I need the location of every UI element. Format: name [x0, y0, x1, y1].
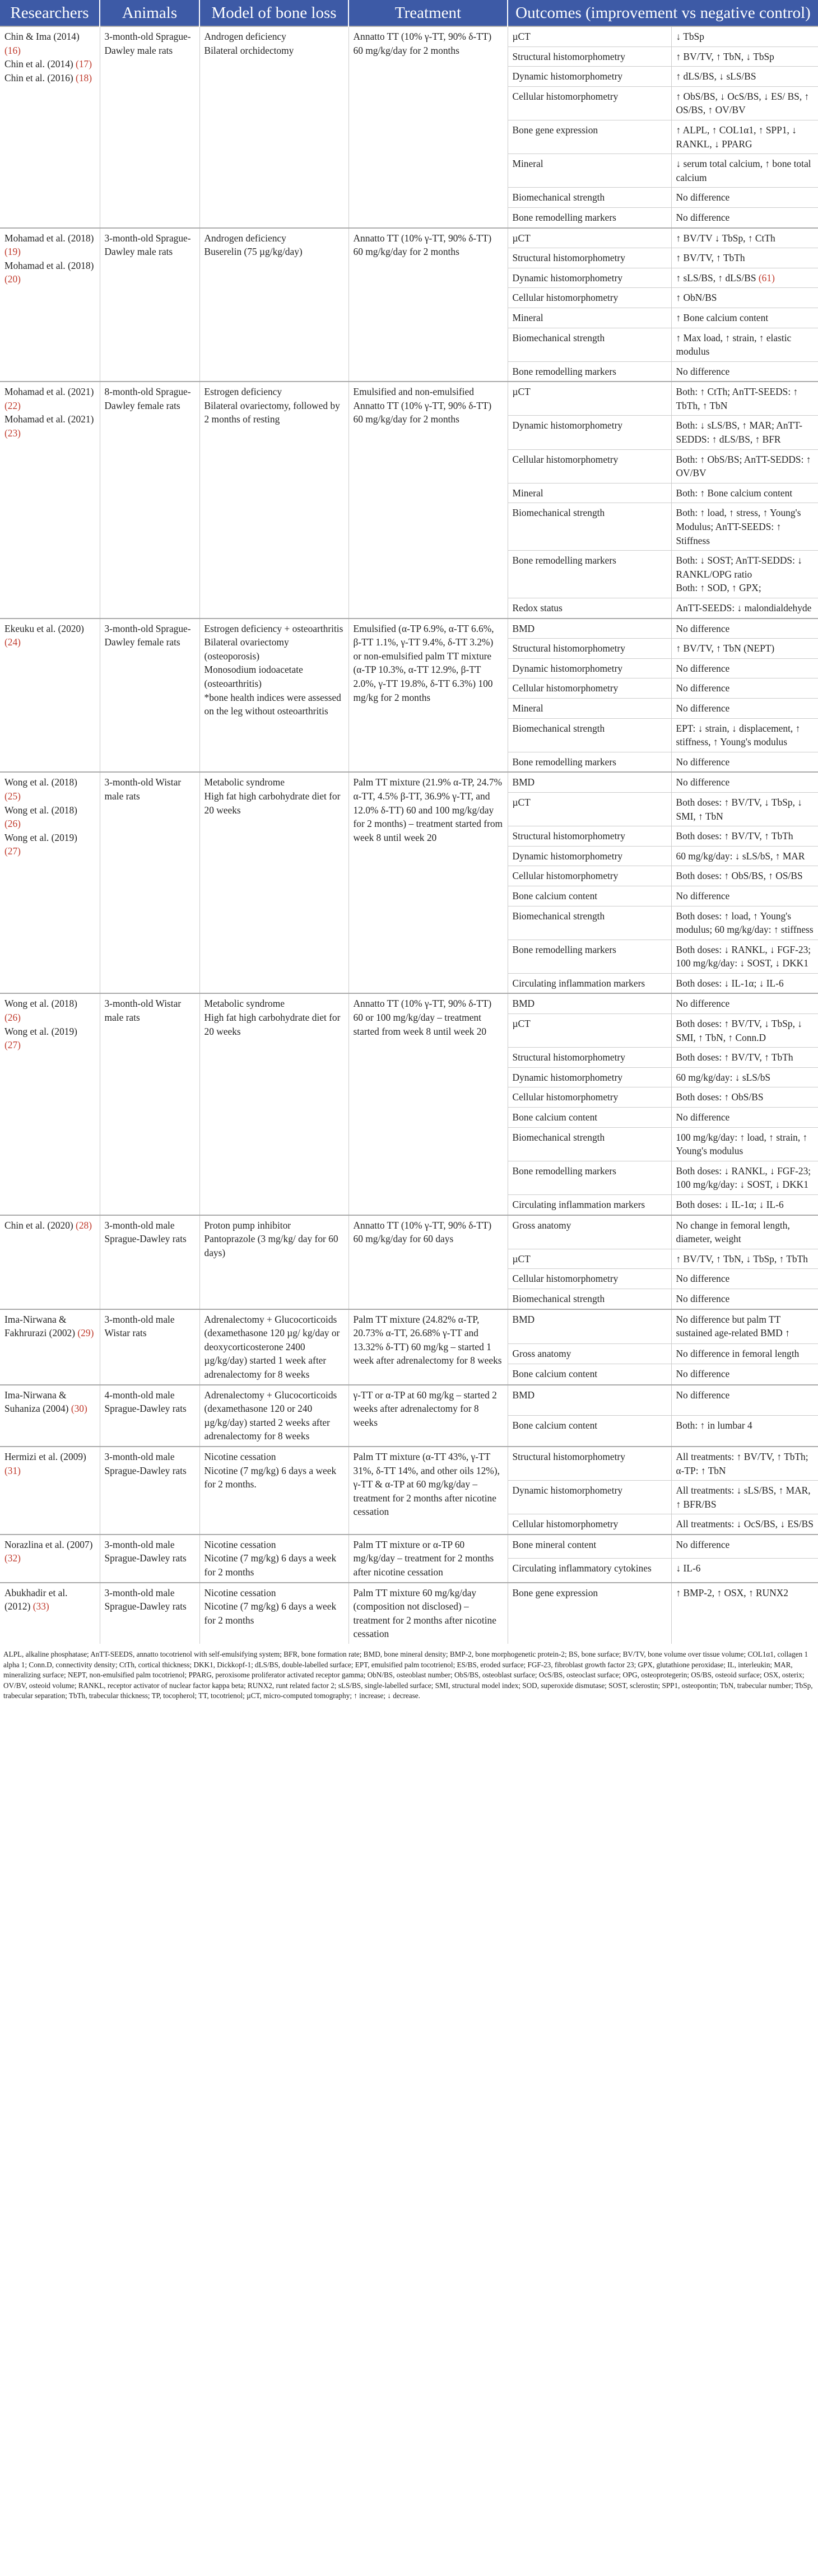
researcher-citation [4, 412, 95, 440]
model-cell: Adrenalectomy + Glucocorticoids (dexamethasone 120 µg/ kg/day or deoxycorticosterone 2400 µg/kg/day) started 1 week after adrenalectomy for 8 weeks [199, 1309, 348, 1385]
outcome-measure: Cellular histomorphometry [508, 1269, 671, 1289]
outcome-result: ↓ serum total calcium, ↑ bone total calcium [671, 154, 818, 188]
outcome-measure: Bone remodelling markers [508, 551, 671, 598]
outcome-result: ↑ ObN/BS [671, 288, 818, 308]
table-row [0, 1309, 818, 1344]
outcome-measure: Bone calcium content [508, 1108, 671, 1128]
animals-cell: 4-month-old male Sprague-Dawley rats [100, 1385, 199, 1447]
table-row [0, 1215, 818, 1249]
outcome-result: 100 mg/kg/day: ↑ load, ↑ strain, ↑ Young's modulus [671, 1127, 818, 1161]
reference-link[interactable]: (31) [4, 1464, 21, 1476]
reference-link[interactable]: (25) [4, 790, 21, 802]
researcher-citation [4, 30, 95, 57]
table-row [0, 1385, 818, 1416]
treatment-cell: Annatto TT (10% γ-TT, 90% δ-TT) 60 mg/kg/day for 2 months [348, 228, 508, 382]
outcome-result: No difference [671, 772, 818, 792]
researcher-citation [4, 775, 95, 803]
table-row [0, 1535, 818, 1559]
table-row [0, 772, 818, 792]
model-cell: Nicotine cessation Nicotine (7 mg/kg) 6 days a week for 2 months. [199, 1447, 348, 1535]
outcome-measure: BMD [508, 619, 671, 639]
table-footnote: ALPL, alkaline phosphatase; AnTT-SEEDS, annatto tocotrienol with self-emulsifying system; BFR, bone formation rate; BMD, bone mineral density; BMP-2, bone morphogenetic protein-2; BS, bone surface; BV/TV, bone volume over tissue volume; COL1α1, collagen 1 alpha 1; Conn.D, connectivity density; CtTh, cortical thickness; DKK1, Dickkopf-1; dLS/BS, double-labelled surface; EPT, emulsified palm tocotrienol; ES/BS, eroded surface; FGF-23, fibroblast growth factor 23; GPX, glutathione peroxidase; IL, interleukin; MAR, mineralizing surface; NEPT, non-emulsified palm tocotrienol; PPARG, peroxisome proliferator activated receptor gamma; ObN/BS, osteoblast number; ObS/BS, osteoblast surface; OcS/BS, osteoclast surface; OPG, osteoprotegerin; OS/BS, osteoid surface; OSX, osterix; OV/BV, osteoid volume; RANKL, receptor activator of nuclear factor kappa beta; RUNX2, runt related factor 2; sLS/BS, single-labelled surface; SMI, structural model index; SOD, superoxide dismutase; SOST, sclerostin; SPP1, osteopontin; TbN, trabecular number; TbSp, trabecular separation; TbTh, trabecular thickness; TP, tocopherol; TT, tocotrienol; µCT, micro-computed tomography; ↑ increase; ↓ decrease. [3, 1650, 813, 1700]
outcome-result: 60 mg/kg/day: ↓ sLS/bS, ↑ MAR [671, 846, 818, 866]
outcome-measure: µCT [508, 1249, 671, 1269]
reference-link[interactable]: (29) [77, 1327, 94, 1339]
outcome-result: Both doses: ↑ BV/TV, ↓ TbSp, ↓ SMI, ↑ TbN [671, 792, 818, 826]
outcome-result: ↑ BMP-2, ↑ OSX, ↑ RUNX2 [671, 1583, 818, 1644]
reference-link[interactable]: (22) [4, 399, 21, 411]
table-row [0, 619, 818, 639]
outcome-measure: Dynamic histomorphometry [508, 1067, 671, 1087]
outcome-result: Both doses: ↓ IL-1α; ↓ IL-6 [671, 1195, 818, 1215]
researcher-name: Wong et al. (2019) [4, 831, 77, 843]
outcome-measure: Bone calcium content [508, 1364, 671, 1385]
outcome-result: Both doses: ↑ ObS/BS, ↑ OS/BS [671, 866, 818, 886]
animals-cell: 3-month-old male Wistar rats [100, 1309, 199, 1385]
outcome-measure: Structural histomorphometry [508, 1447, 671, 1481]
treatment-cell: Annatto TT (10% γ-TT, 90% δ-TT) 60 mg/kg/day for 60 days [348, 1215, 508, 1309]
outcome-measure: Cellular histomorphometry [508, 288, 671, 308]
reference-link[interactable]: (32) [4, 1552, 21, 1564]
outcome-measure: Biomechanical strength [508, 328, 671, 361]
researcher-name: Mohamad et al. (2018) [4, 259, 94, 271]
outcome-result: Both: ↑ ObS/BS; AnTT-SEDDS: ↑ OV/BV [671, 449, 818, 483]
outcome-measure: Biomechanical strength [508, 718, 671, 752]
outcome-measure: Bone remodelling markers [508, 940, 671, 973]
table-row [0, 382, 818, 416]
outcome-measure: Circulating inflammatory cytokines [508, 1559, 671, 1583]
outcome-measure: Dynamic histomorphometry [508, 658, 671, 678]
header-row [0, 0, 818, 26]
reference-link[interactable]: (30) [71, 1403, 87, 1415]
treatment-cell: Emulsified (α-TP 6.9%, α-TT 6.6%, β-TT 1.1%, γ-TT 9.4%, δ-TT 3.2%) or non-emulsified palm TT mixture (α-TP 10.3%, α-TT 12.9%, β-TT 2.0%, γ-TT 19.8%, δ-TT 6.3%) 100 mg/kg for 2 months [348, 619, 508, 773]
outcome-measure: Bone calcium content [508, 1416, 671, 1447]
researchers-cell [0, 1309, 100, 1385]
outcome-result: Both doses: ↑ BV/TV, ↓ TbSp, ↓ SMI, ↑ TbN, ↑ Conn.D [671, 1014, 818, 1048]
outcome-measure: Dynamic histomorphometry [508, 1481, 671, 1514]
researcher-citation [4, 1450, 95, 1477]
outcome-result: ↑ dLS/BS, ↓ sLS/BS [671, 67, 818, 87]
outcome-result: ↑ BV/TV, ↑ TbN, ↓ TbSp [671, 47, 818, 67]
header-animals: Animals [100, 0, 199, 26]
outcome-measure: Bone remodelling markers [508, 361, 671, 382]
outcome-measure: Dynamic histomorphometry [508, 268, 671, 288]
model-cell: Estrogen deficiency + osteoarthritis Bilateral ovariectomy (osteoporosis) Monosodium iodoacetate (osteoarthritis) *bone health indices were assessed on the leg without osteoarthritis [199, 619, 348, 773]
outcome-result: Both: ↑ CtTh; AnTT-SEEDS: ↑ TbTh, ↑ TbN [671, 382, 818, 416]
researchers-cell [0, 1535, 100, 1583]
treatment-cell: Palm TT mixture (24.82% α-TP, 20.73% α-TT, 26.68% γ-TT and 13.32% δ-TT) 60 mg/kg – started 1 week after adrenalectomy for 8 weeks [348, 1309, 508, 1385]
outcome-result: ↓ IL-6 [671, 1559, 818, 1583]
outcome-measure: Redox status [508, 598, 671, 619]
header-outcomes: Outcomes (improvement vs negative control) [508, 0, 818, 26]
researcher-citation [4, 57, 95, 71]
reference-link[interactable]: (26) [4, 1012, 21, 1024]
researcher-name: Abukhadir et al. (2012) [4, 1587, 68, 1612]
outcome-measure: Cellular histomorphometry [508, 1087, 671, 1108]
outcome-result: No difference [671, 188, 818, 208]
header-model: Model of bone loss [199, 0, 348, 26]
reference-link[interactable]: (24) [4, 636, 21, 648]
outcome-measure: µCT [508, 792, 671, 826]
researchers-cell [0, 619, 100, 773]
researcher-citation [4, 803, 95, 831]
outcome-measure: Bone remodelling markers [508, 1161, 671, 1194]
outcome-result: ↑ Max load, ↑ strain, ↑ elastic modulus [671, 328, 818, 361]
researchers-cell [0, 228, 100, 382]
table-row [0, 1447, 818, 1481]
researcher-citation [4, 1219, 95, 1233]
outcome-result: ↑ sLS/BS, ↑ dLS/BS (61) [671, 268, 818, 288]
model-cell: Proton pump inhibitor Pantoprazole (3 mg/kg/ day for 60 days) [199, 1215, 348, 1309]
researcher-name: Mohamad et al. (2021) [4, 413, 94, 425]
model-cell: Androgen deficiency Buserelin (75 µg/kg/day) [199, 228, 348, 382]
animals-cell: 3-month-old Sprague- Dawley male rats [100, 26, 199, 228]
reference-link[interactable]: (23) [4, 427, 21, 439]
table-row [0, 26, 818, 47]
outcome-measure: Cellular histomorphometry [508, 866, 671, 886]
researcher-name: Wong et al. (2019) [4, 1025, 77, 1037]
researchers-cell [0, 993, 100, 1215]
outcome-measure: Bone remodelling markers [508, 752, 671, 772]
treatment-cell: γ-TT or α-TP at 60 mg/kg – started 2 weeks after adrenalectomy for 8 weeks [348, 1385, 508, 1447]
outcome-measure: µCT [508, 1014, 671, 1048]
animals-cell: 3-month-old male Sprague-Dawley rats [100, 1215, 199, 1309]
model-cell: Adrenalectomy + Glucocorticoids (dexamethasone 120 or 240 µg/kg/day) started 2 weeks after adrenalectomy for 8 weeks [199, 1385, 348, 1447]
outcome-measure: Structural histomorphometry [508, 639, 671, 659]
researchers-cell [0, 26, 100, 228]
researcher-name: Norazlina et al. (2007) [4, 1538, 93, 1550]
outcome-result: No difference [671, 619, 818, 639]
researcher-citation [4, 71, 95, 85]
outcome-result: No difference [671, 678, 818, 699]
researcher-name: Wong et al. (2018) [4, 998, 77, 1010]
outcome-measure: Dynamic histomorphometry [508, 416, 671, 449]
researcher-name: Wong et al. (2018) [4, 776, 77, 788]
treatment-cell: Annatto TT (10% γ-TT, 90% δ-TT) 60 or 100 mg/kg/day – treatment started from week 8 until week 20 [348, 993, 508, 1215]
outcome-result: ↑ ALPL, ↑ COL1α1, ↑ SPP1, ↓ RANKL, ↓ PPARG [671, 120, 818, 154]
outcome-result: No difference but palm TT sustained age-related BMD ↑ [671, 1309, 818, 1344]
researcher-citation [4, 231, 95, 259]
outcome-result: Both: ↑ in lumbar 4 [671, 1416, 818, 1447]
researcher-name: Chin & Ima (2014) [4, 31, 80, 42]
researcher-name: Ima-Nirwana & Fakhrurazi (2002) [4, 1313, 78, 1339]
researchers-cell [0, 382, 100, 618]
outcome-result: No difference [671, 698, 818, 718]
outcome-measure: Cellular histomorphometry [508, 449, 671, 483]
outcome-measure: Structural histomorphometry [508, 248, 671, 268]
researcher-citation [4, 997, 95, 1024]
treatment-cell: Annatto TT (10% γ-TT, 90% δ-TT) 60 mg/kg/day for 2 months [348, 26, 508, 228]
outcome-result: No difference [671, 207, 818, 227]
outcome-measure: Bone gene expression [508, 1583, 671, 1644]
model-cell: Estrogen deficiency Bilateral ovariectomy, followed by 2 months of resting [199, 382, 348, 618]
outcome-measure: Mineral [508, 154, 671, 188]
researcher-citation [4, 831, 95, 858]
outcome-measure: BMD [508, 1385, 671, 1416]
outcome-result: Both: ↑ Bone calcium content [671, 483, 818, 503]
reference-link[interactable]: (33) [32, 1601, 49, 1612]
researcher-citation [4, 622, 95, 649]
reference-link[interactable]: (61) [758, 272, 775, 283]
outcome-result: Both doses: ↑ load, ↑ Young's modulus; 60 mg/kg/day: ↑ stiffness [671, 906, 818, 940]
outcome-measure: Circulating inflammation markers [508, 973, 671, 993]
header-treatment: Treatment [348, 0, 508, 26]
outcome-measure: Bone remodelling markers [508, 207, 671, 227]
table-row [0, 1583, 818, 1644]
outcome-result: ↑ BV/TV, ↑ TbTh [671, 248, 818, 268]
outcome-result: All treatments: ↓ sLS/BS, ↑ MAR, ↑ BFR/BS [671, 1481, 818, 1514]
outcome-result: No difference [671, 1289, 818, 1309]
researchers-cell [0, 1385, 100, 1447]
outcome-measure: Mineral [508, 308, 671, 328]
outcome-result: No difference [671, 1385, 818, 1416]
outcome-result: All treatments: ↓ OcS/BS, ↓ ES/BS [671, 1514, 818, 1535]
model-cell: Metabolic syndrome High fat high carbohydrate diet for 20 weeks [199, 993, 348, 1215]
researcher-name: Ima-Nirwana & Suhaniza (2004) [4, 1389, 71, 1415]
outcome-measure: µCT [508, 382, 671, 416]
outcome-result: Both doses: ↑ ObS/BS [671, 1087, 818, 1108]
outcome-measure: Cellular histomorphometry [508, 86, 671, 120]
reference-link[interactable]: (18) [76, 72, 92, 83]
treatment-cell: Palm TT mixture (α-TT 43%, γ-TT 31%, δ-TT 14%, and other oils 12%), γ-TT & α-TP at 60 mg/kg/day – treatment for 2 months after nicotine cessation [348, 1447, 508, 1535]
animals-cell: 3-month-old male Sprague-Dawley rats [100, 1447, 199, 1535]
animals-cell: 3-month-old Wistar male rats [100, 993, 199, 1215]
table-row [0, 228, 818, 248]
outcome-result: 60 mg/kg/day: ↓ sLS/bS [671, 1067, 818, 1087]
outcome-measure: BMD [508, 993, 671, 1013]
researchers-cell [0, 1583, 100, 1644]
outcome-result: ↓ TbSp [671, 26, 818, 47]
outcome-measure: Gross anatomy [508, 1215, 671, 1249]
outcome-measure: Dynamic histomorphometry [508, 846, 671, 866]
outcome-measure: Cellular histomorphometry [508, 678, 671, 699]
researcher-citation [4, 1025, 95, 1052]
outcome-result: Both: ↑ load, ↑ stress, ↑ Young's Modulus; AnTT-SEEDS: ↑ Stiffness [671, 503, 818, 551]
outcome-measure: Biomechanical strength [508, 503, 671, 551]
outcome-measure: Structural histomorphometry [508, 47, 671, 67]
model-cell: Nicotine cessation Nicotine (7 mg/kg) 6 days a week for 2 months [199, 1583, 348, 1644]
outcome-result: No change in femoral length, diameter, weight [671, 1215, 818, 1249]
animals-cell: 3-month-old male Sprague-Dawley rats [100, 1583, 199, 1644]
outcome-measure: Bone calcium content [508, 886, 671, 906]
outcome-measure: Cellular histomorphometry [508, 1514, 671, 1535]
reference-link[interactable]: (26) [4, 818, 21, 830]
outcome-result: EPT: ↓ strain, ↓ displacement, ↑ stiffness, ↑ Young's modulus [671, 718, 818, 752]
outcome-result: Both doses: ↑ BV/TV, ↑ TbTh [671, 826, 818, 847]
researcher-citation [4, 1388, 95, 1416]
model-cell: Metabolic syndrome High fat high carbohydrate diet for 20 weeks [199, 772, 348, 993]
reference-link[interactable]: (17) [76, 58, 92, 70]
researcher-name: Mohamad et al. (2018) [4, 232, 94, 244]
treatment-cell: Emulsified and non-emulsified Annatto TT (10% γ-TT, 90% δ-TT) 60 mg/kg/day for 2 months [348, 382, 508, 618]
treatment-cell: Palm TT mixture or α-TP 60 mg/kg/day – treatment for 2 months after nicotine cessation [348, 1535, 508, 1583]
outcome-measure: Circulating inflammation markers [508, 1195, 671, 1215]
outcome-result: No difference [671, 993, 818, 1013]
outcome-result: AnTT-SEEDS: ↓ malondialdehyde [671, 598, 818, 619]
researcher-name: Wong et al. (2018) [4, 804, 77, 816]
treatment-cell: Palm TT mixture (21.9% α-TP, 24.7% α-TT, 4.5% β-TT, 36.9% γ-TT, and 12.0% δ-TT) 60 and 100 mg/kg/day for 2 months) – treatment started from week 8 until week 20 [348, 772, 508, 993]
researcher-name: Ekeuku et al. (2020) [4, 622, 84, 634]
outcome-measure: Dynamic histomorphometry [508, 67, 671, 87]
outcome-measure: Biomechanical strength [508, 906, 671, 940]
researcher-citation [4, 1538, 95, 1565]
outcome-measure: Structural histomorphometry [508, 826, 671, 847]
researcher-name: Chin et al. (2014) [4, 58, 76, 70]
model-cell: Androgen deficiency Bilateral orchidectomy [199, 26, 348, 228]
researcher-name: Mohamad et al. (2021) [4, 386, 94, 398]
outcome-measure: µCT [508, 26, 671, 47]
outcome-measure: Structural histomorphometry [508, 1048, 671, 1068]
researcher-name: Chin et al. (2016) [4, 72, 76, 83]
outcome-result: ↑ Bone calcium content [671, 308, 818, 328]
outcome-result: Both: ↓ sLS/BS, ↑ MAR; AnTT-SEDDS: ↑ dLS/BS, ↑ BFR [671, 416, 818, 449]
reference-link[interactable]: (28) [76, 1219, 92, 1231]
outcome-result: No difference [671, 752, 818, 772]
researcher-citation [4, 1586, 95, 1614]
outcome-result: Both doses: ↓ RANKL, ↓ FGF-23; 100 mg/kg/day: ↓ SOST, ↓ DKK1 [671, 1161, 818, 1194]
outcome-result: No difference [671, 886, 818, 906]
model-cell: Nicotine cessation Nicotine (7 mg/kg) 6 days a week for 2 months [199, 1535, 348, 1583]
outcome-result: ↑ BV/TV, ↑ TbN, ↓ TbSp, ↑ TbTh [671, 1249, 818, 1269]
researcher-citation [4, 385, 95, 412]
outcome-result: All treatments: ↑ BV/TV, ↑ TbTh; α-TP: ↑ TbN [671, 1447, 818, 1481]
outcome-measure: BMD [508, 772, 671, 792]
animals-cell: 8-month-old Sprague-Dawley female rats [100, 382, 199, 618]
table-row [0, 993, 818, 1013]
outcome-result: No difference [671, 361, 818, 382]
outcome-measure: Biomechanical strength [508, 1127, 671, 1161]
researchers-cell [0, 772, 100, 993]
animals-cell: 3-month-old male Sprague-Dawley rats [100, 1535, 199, 1583]
reference-link[interactable]: (27) [4, 1039, 21, 1051]
researcher-citation [4, 259, 95, 286]
animals-cell: 3-month-old Sprague-Dawley male rats [100, 228, 199, 382]
outcome-result: Both doses: ↓ IL-1α; ↓ IL-6 [671, 973, 818, 993]
outcome-measure: Biomechanical strength [508, 1289, 671, 1309]
outcome-measure: Biomechanical strength [508, 188, 671, 208]
researchers-cell [0, 1215, 100, 1309]
outcome-result: Both doses: ↑ BV/TV, ↑ TbTh [671, 1048, 818, 1068]
outcome-result: No difference [671, 1364, 818, 1385]
outcome-result: ↑ BV/TV, ↑ TbN (NEPT) [671, 639, 818, 659]
researcher-name: Hermizi et al. (2009) [4, 1450, 86, 1462]
outcome-result: No difference [671, 658, 818, 678]
outcome-measure: µCT [508, 228, 671, 248]
outcome-measure: Mineral [508, 698, 671, 718]
researchers-cell [0, 1447, 100, 1535]
table-body [0, 26, 818, 1644]
outcome-measure: Mineral [508, 483, 671, 503]
reference-link[interactable]: (20) [4, 273, 21, 285]
outcome-measure: Bone mineral content [508, 1535, 671, 1559]
outcome-measure: BMD [508, 1309, 671, 1344]
animals-cell: 3-month-old Wistar male rats [100, 772, 199, 993]
outcome-measure: Bone gene expression [508, 120, 671, 154]
outcome-result: ↑ BV/TV ↓ TbSp, ↑ CtTh [671, 228, 818, 248]
reference-link[interactable]: (16) [4, 44, 21, 56]
outcome-result: No difference in femoral length [671, 1343, 818, 1364]
outcome-result: Both: ↓ SOST; AnTT-SEDDS: ↓ RANKL/OPG ratio Both: ↑ SOD, ↑ GPX; [671, 551, 818, 598]
animals-cell: 3-month-old Sprague-Dawley female rats [100, 619, 199, 773]
researcher-citation [4, 1313, 95, 1340]
reference-link[interactable]: (27) [4, 845, 21, 857]
treatment-cell: Palm TT mixture 60 mg/kg/day (composition not disclosed) – treatment for 2 months after nicotine cessation [348, 1583, 508, 1644]
outcome-result: ↑ ObS/BS, ↓ OcS/BS, ↓ ES/ BS, ↑ OS/BS, ↑ OV/BV [671, 86, 818, 120]
outcome-result: Both doses: ↓ RANKL, ↓ FGF-23; 100 mg/kg/day: ↓ SOST, ↓ DKK1 [671, 940, 818, 973]
outcome-result: No difference [671, 1108, 818, 1128]
outcome-result: No difference [671, 1535, 818, 1559]
outcome-result: No difference [671, 1269, 818, 1289]
outcome-measure: Gross anatomy [508, 1343, 671, 1364]
reference-link[interactable]: (19) [4, 246, 21, 258]
header-researchers: Researchers [0, 0, 100, 26]
researcher-name: Chin et al. (2020) [4, 1219, 76, 1231]
